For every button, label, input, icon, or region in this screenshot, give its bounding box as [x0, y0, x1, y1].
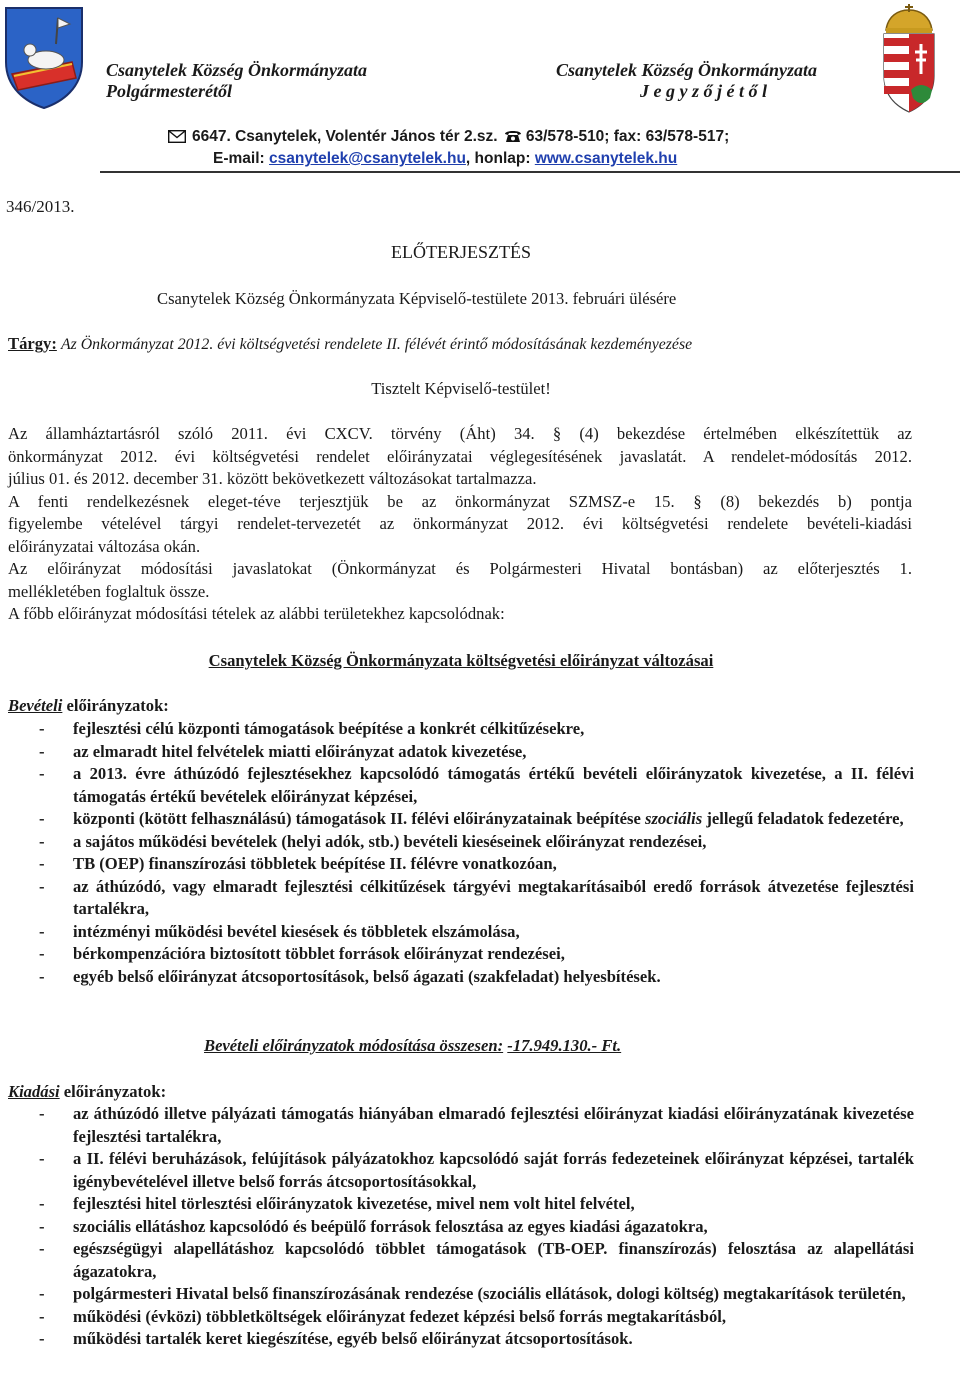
right-issuer-subtitle: J e g y z ő j é t ő l — [640, 81, 767, 101]
list-item: - a sajátos működési bevételek (helyi adók, stb.) bevételi kieséseinek előirányzat rendezései, — [39, 831, 707, 851]
header-divider — [100, 171, 960, 173]
expense-heading-rest: előirányzatok: — [59, 1082, 167, 1101]
para4: A főbb előirányzat módosítási tételek az alábbi területekhez kapcsolódnak: — [8, 604, 505, 623]
list-item: - bérkompenzációra biztosított többlet források előirányzat rendezései, — [39, 944, 565, 963]
expense-list — [8, 1103, 914, 1351]
para3-line2: mellékletében foglaltuk össze. — [8, 581, 210, 601]
email-label: E-mail: — [213, 150, 265, 167]
left-issuer-subtitle: Polgármesterétől — [106, 81, 232, 101]
hungary-coat-of-arms-icon — [878, 4, 940, 114]
list-item: - TB (OEP) finanszírozási többletek beépítése II. félévre vonatkozóan, — [39, 854, 557, 873]
document-subtitle: Csanytelek Község Önkormányzata Képviselő-testülete 2013. februári ülésére — [157, 289, 677, 308]
revenue-heading-rest: előirányzatok: — [62, 696, 169, 715]
para1-line2: önkormányzat 2012. évi költségvetési rendelet előirányzatai véglegesítésének javaslatát. A rendelet-módosítás 2012. — [8, 446, 912, 466]
list-item: - fejlesztési hitel törlesztési előirányzatok kivezetése, mivel nem volt hitel felvétel, — [39, 1194, 635, 1213]
list-item: - egészségügyi alapellátáshoz kapcsolódó többlet támogatások (TB-OEP. finanszírozás) felosztása az alapellátási ágazatokra, — [39, 1239, 914, 1281]
list-item: - az áthúzódó illetve pályázati támogatás hiányában elmaradó fejlesztési előirányzat kiadási előirányzatának kivezetése fejlesztési tartalékra, — [39, 1104, 914, 1146]
left-issuer-title: Csanytelek Község Önkormányzata — [106, 60, 368, 80]
document-title: ELŐTERJESZTÉS — [391, 242, 531, 262]
revenue-total — [204, 1035, 621, 1058]
list-item: - egyéb belső előirányzat átcsoportosítások, belső ágazati (szakfeladat) helyesbítések. — [39, 966, 661, 986]
subject-text: Az Önkormányzat 2012. évi költségvetési rendelete II. félévét érintő módosításának kezdeményezése — [61, 336, 693, 353]
intro-paragraphs — [8, 423, 912, 626]
para1-line3: július 01. és 2012. december 31. között bekövetkezett változásokat tartalmazza. — [8, 469, 537, 488]
revenue-total-value: -17.949.130.- Ft. — [507, 1036, 622, 1055]
website-link[interactable]: www.csanytelek.hu — [534, 150, 678, 167]
subject-line — [8, 333, 692, 357]
para3-line1: Az előirányzat módosítási javaslatokat (Önkormányzat és Polgármesteri Hivatal bontásban) az előterjesztés 1. — [8, 559, 912, 578]
email-link[interactable]: csanytelek@csanytelek.hu — [269, 150, 466, 167]
list-item: - működési (évközi) többletköltségek előirányzat fedezet képzési belső forrás megtakarításból, — [39, 1306, 727, 1326]
subject-label: Tárgy: — [8, 334, 57, 353]
revenue-heading — [8, 695, 169, 718]
contact-address-line — [168, 128, 729, 148]
list-item: - központi (kötött felhasználású) támogatások II. félévi előirányzatainak beépítése szociális jellegű feladatok fedezetére, — [39, 809, 904, 828]
list-item: - működési tartalék keret kiegészítése, egyéb belső előirányzat átcsoportosítások. — [39, 1329, 633, 1348]
list-item: - fejlesztési célú központi támogatások beépítése a konkrét célkitűzésekre, — [39, 719, 585, 738]
web-label: , honlap: — [465, 150, 531, 167]
municipal-crest-icon — [2, 4, 86, 110]
list-item: - polgármesteri Hivatal belső finanszírozásának rendezése (szociális ellátások, dologi költség) megtakarítások területén, — [39, 1284, 906, 1303]
greeting: Tisztelt Képviselő-testület! — [371, 379, 551, 398]
para2-line3: előirányzatai változása okán. — [8, 536, 201, 556]
address: 6647. Csanytelek, Volentér János tér 2.sz. — [192, 128, 498, 145]
list-item: - a II. félévi beruházások, felújítások pályázatokhoz kapcsolódó saját forrás fedezeteinek előirányzat képzései, tartalék igénybevételével illetve belső forrás átcsoportosításokkal, — [39, 1149, 914, 1191]
expense-heading-italic: Kiadási — [8, 1082, 60, 1101]
section-title: Csanytelek Község Önkormányzata költségvetési előirányzat változásai — [208, 651, 714, 670]
revenue-list — [8, 718, 914, 988]
para2-line1: A fenti rendelkezésnek eleget-téve terjesztjük be az önkormányzat SZMSZ-e 15. § (8) bekezdés b) pontja — [8, 491, 912, 511]
list-item: - az elmaradt hitel felvételek miatti előirányzat adatok kivezetése, — [39, 741, 527, 761]
list-item: - az áthúzódó, vagy elmaradt fejlesztési célkitűzések tárgyévi megtakarításaiból eredő források átvezetése fejlesztési tartalékra, — [39, 876, 914, 918]
phone-icon — [504, 129, 522, 148]
para1-line1: Az államháztartásról szóló 2011. évi CXCV. törvény (Áht) 34. § (4) bekezdése értelmében elkészítettük az — [8, 424, 912, 443]
list-item: - szociális ellátáshoz kapcsolódó és beépülő források felosztása az egyes kiadási ágazatokra, — [39, 1216, 708, 1236]
revenue-heading-italic: Bevételi — [8, 696, 63, 715]
right-issuer-title: Csanytelek Község Önkormányzata — [556, 60, 818, 80]
envelope-icon — [168, 130, 186, 148]
revenue-total-label: Bevételi előirányzatok módosítása összesen: — [204, 1036, 504, 1055]
list-item: - a 2013. évre áthúzódó fejlesztésekhez kapcsolódó támogatás értékű bevételi előirányzatok kivezetése, a II. félévi támogatás értékű bevételek előirányzat képzései, — [39, 764, 914, 806]
document-number: 346/2013. — [6, 197, 75, 216]
para2-line2: figyelembe vételével tárgyi rendelet-tervezetét az önkormányzat 2012. évi költségvetési rendelete bevételi-kiadási — [8, 514, 912, 533]
phone-fax: 63/578-510; fax: 63/578-517; — [525, 128, 730, 145]
list-item: - intézményi működési bevétel kiesések és többletek elszámolása, — [39, 921, 520, 941]
expense-heading — [8, 1081, 166, 1104]
contact-web-line — [213, 150, 677, 168]
